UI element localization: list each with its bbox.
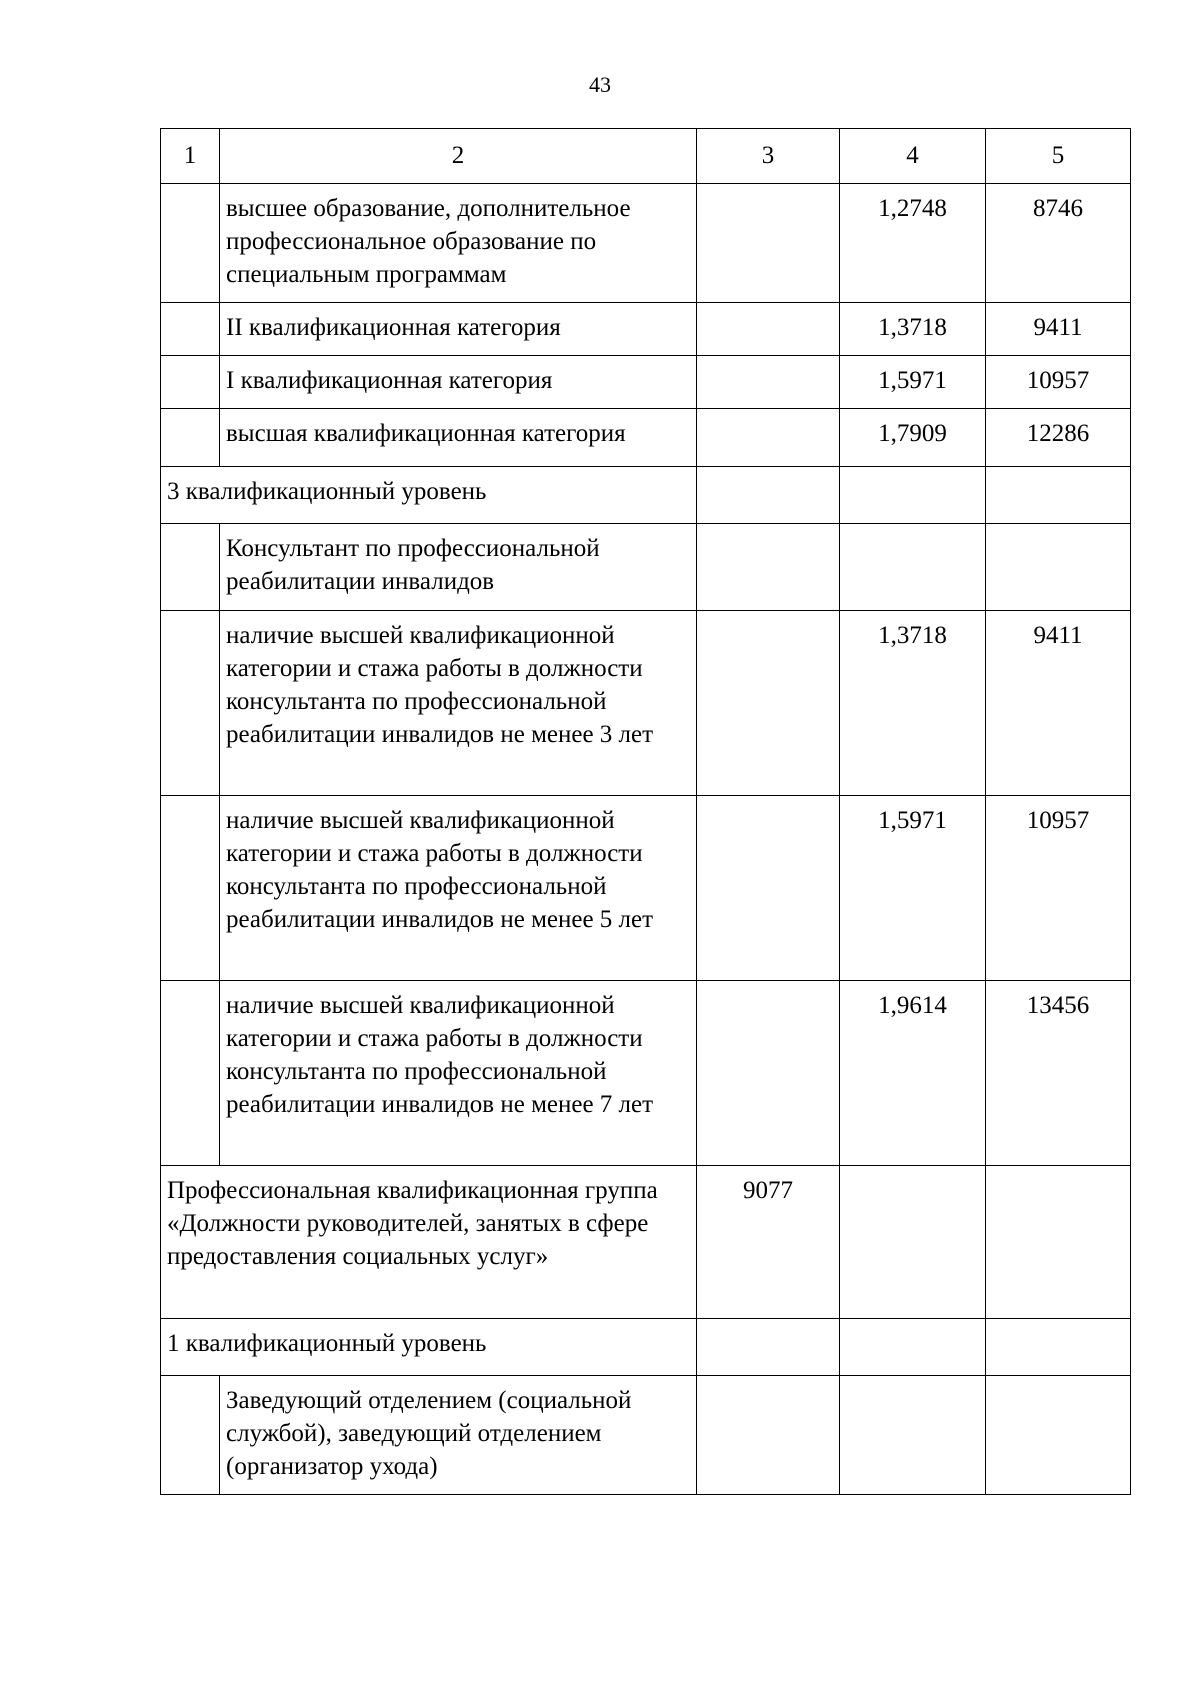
base-salary-cell	[697, 1319, 840, 1376]
column-number-4: 4	[840, 129, 986, 184]
base-salary-cell	[697, 184, 840, 303]
table-row	[161, 981, 1131, 1166]
coefficient-cell: 1,3718	[840, 303, 986, 356]
coefficient-cell: 1,5971	[840, 356, 986, 409]
coefficient-cell: 1,9614	[840, 981, 986, 1166]
table-row	[161, 303, 1131, 356]
column-number-3: 3	[697, 129, 840, 184]
position-row	[161, 524, 1131, 611]
page-number: 43	[589, 72, 611, 97]
salary-cell: 13456	[986, 981, 1131, 1166]
column-number-5: 5	[986, 129, 1131, 184]
salary-cell: 12286	[986, 409, 1131, 467]
salary-cell: 10957	[986, 356, 1131, 409]
base-salary-cell	[697, 409, 840, 467]
description-cell: наличие высшей квалификационной категории и стажа работы в должности консультанта по профессиональной реабилитации инвалидов не менее 3 лет	[220, 611, 697, 796]
description-cell: высшее образование, дополнительное профессиональное образование по специальным программам	[220, 184, 697, 303]
index-cell	[161, 524, 220, 611]
coefficient-cell: 1,3718	[840, 611, 986, 796]
table-row	[161, 611, 1131, 796]
base-salary-cell	[697, 1376, 840, 1495]
base-salary-cell	[697, 524, 840, 611]
index-cell	[161, 611, 220, 796]
salary-cell: 10957	[986, 796, 1131, 981]
index-cell	[161, 184, 220, 303]
qualification-level-row	[161, 1319, 1131, 1376]
coefficient-cell: 1,7909	[840, 409, 986, 467]
salary-cell	[986, 1166, 1131, 1319]
description-cell: II квалификационная категория	[220, 303, 697, 356]
salary-cell	[986, 1319, 1131, 1376]
description-cell: высшая квалификационная категория	[220, 409, 697, 467]
salary-cell	[986, 1376, 1131, 1495]
index-cell	[161, 409, 220, 467]
description-cell: наличие высшей квалификационной категории и стажа работы в должности консультанта по профессиональной реабилитации инвалидов не менее 7 лет	[220, 981, 697, 1166]
qualification-level-row	[161, 467, 1131, 524]
base-salary-cell	[697, 611, 840, 796]
index-cell	[161, 981, 220, 1166]
base-salary-cell	[697, 356, 840, 409]
base-salary-cell	[697, 796, 840, 981]
index-cell	[161, 796, 220, 981]
salary-table	[160, 128, 1131, 1495]
table-row	[161, 356, 1131, 409]
salary-cell	[986, 467, 1131, 524]
qualification-group-title: Профессиональная квалификационная группа «Должности руководителей, занятых в сфере предоставления социальных услуг»	[161, 1166, 697, 1319]
column-number-2: 2	[220, 129, 697, 184]
qualification-level-label: 1 квалификационный уровень	[161, 1319, 697, 1376]
qualification-level-label: 3 квалификационный уровень	[161, 467, 697, 524]
coefficient-cell	[840, 1166, 986, 1319]
base-salary-cell: 9077	[697, 1166, 840, 1319]
coefficient-cell	[840, 1319, 986, 1376]
table-row	[161, 184, 1131, 303]
base-salary-cell	[697, 981, 840, 1166]
index-cell	[161, 303, 220, 356]
coefficient-cell: 1,2748	[840, 184, 986, 303]
salary-cell	[986, 524, 1131, 611]
coefficient-cell	[840, 524, 986, 611]
column-number-1: 1	[161, 129, 220, 184]
description-cell: наличие высшей квалификационной категории и стажа работы в должности консультанта по профессиональной реабилитации инвалидов не менее 5 лет	[220, 796, 697, 981]
qualification-group-row	[161, 1166, 1131, 1319]
salary-cell: 9411	[986, 611, 1131, 796]
salary-cell: 8746	[986, 184, 1131, 303]
base-salary-cell	[697, 303, 840, 356]
coefficient-cell	[840, 467, 986, 524]
salary-cell: 9411	[986, 303, 1131, 356]
position-title: Консультант по профессиональной реабилитации инвалидов	[220, 524, 697, 611]
coefficient-cell	[840, 1376, 986, 1495]
index-cell	[161, 356, 220, 409]
table-row	[161, 409, 1131, 467]
index-cell	[161, 1376, 220, 1495]
description-cell: I квалификационная категория	[220, 356, 697, 409]
coefficient-cell: 1,5971	[840, 796, 986, 981]
table-row	[161, 796, 1131, 981]
position-row	[161, 1376, 1131, 1495]
base-salary-cell	[697, 467, 840, 524]
position-title: Заведующий отделением (социальной службой), заведующий отделением (организатор ухода)	[220, 1376, 697, 1495]
table-header-row	[161, 129, 1131, 184]
